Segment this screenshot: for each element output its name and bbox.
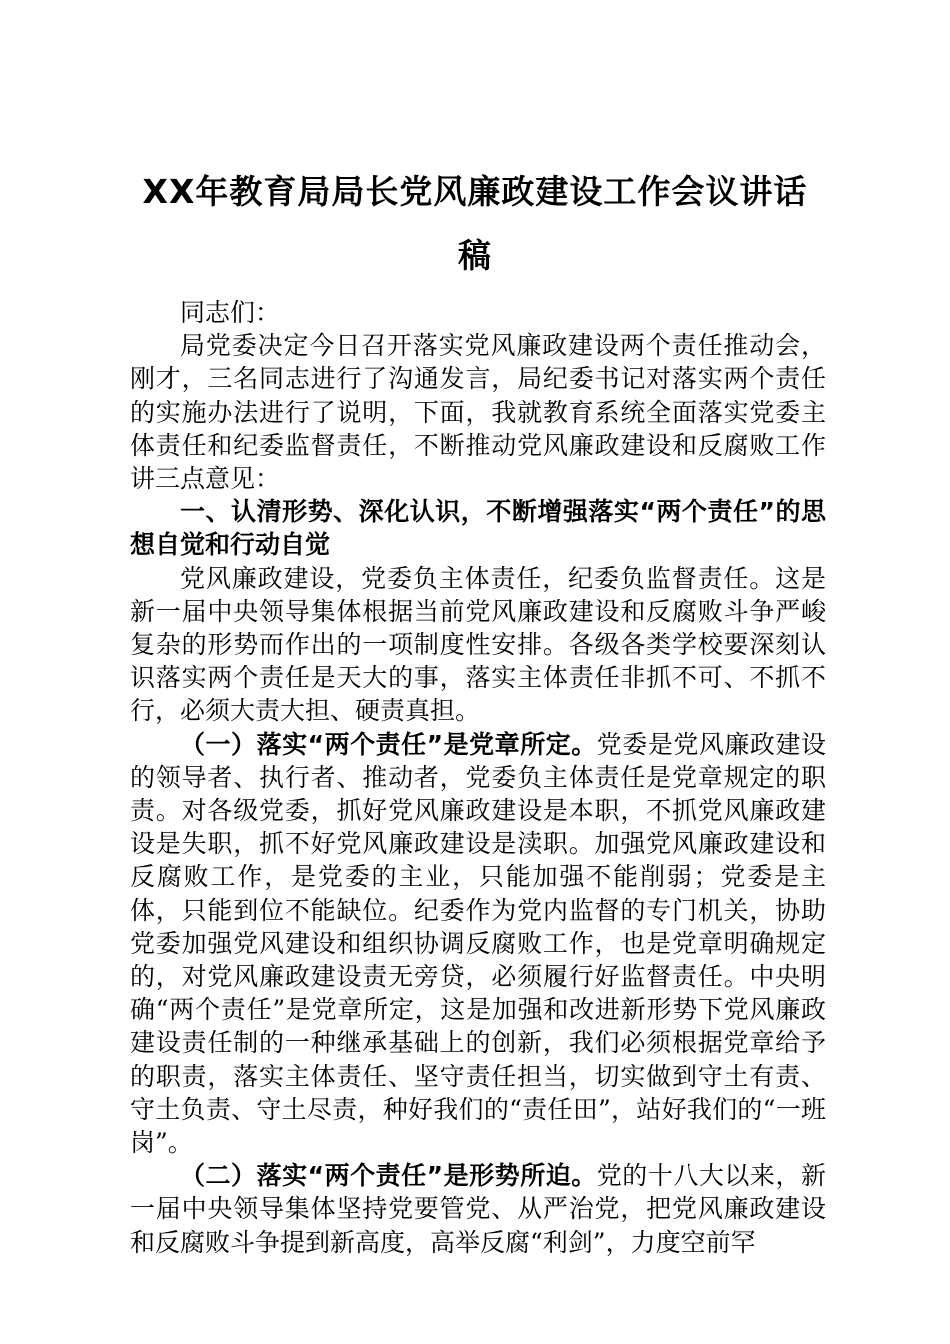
section-1-paragraph: 党风廉政建设，党委负主体责任，纪委负监督责任。这是新一届中央领导集体根据当前党风廉政建设和反腐败斗争严峻复杂的形势而作出的一项制度性安排。各级各类学校要深刻认识落实两个责任是天大的事，落实主体责任非抓不可、不抓不行，必须大责大担、硬责真担。 bbox=[130, 563, 826, 726]
item-2-lead: （二）落实“两个责任”是形势所迫。 bbox=[180, 1161, 597, 1191]
document-body bbox=[130, 296, 826, 1259]
item-1-lead: （一）落实“两个责任”是党章所定。 bbox=[180, 729, 597, 759]
document-title bbox=[120, 160, 830, 288]
item-1-paragraph bbox=[130, 728, 826, 1160]
section-1-heading: 一、认清形势、深化认识，不断增强落实“两个责任”的思想自觉和行动自觉 bbox=[130, 497, 826, 560]
title-line-1: XX年教育局局长党风廉政建设工作会议讲话 bbox=[142, 172, 808, 211]
item-2-paragraph bbox=[130, 1159, 826, 1259]
title-line-2: 稿 bbox=[458, 236, 492, 275]
item-1-text: 党委是党风廉政建设的领导者、执行者、推动者，党委负主体责任是党章规定的职责。对各级党委，抓好党风廉政建设是本职，不抓党风廉政建设是失职，抓不好党风廉政建设是渎职。加强党风廉政建设和反腐败工作，是党委的主业，只能加强不能削弱；党委是主体，只能到位不能缺位。纪委作为党内监督的专门机关，协助党委加强党风建设和组织协调反腐败工作，也是党章明确规定的，对党风廉政建设责无旁贷，必须履行好监督责任。中央明确“两个责任”是党章所定，这是加强和改进新形势下党风廉政建设责任制的一种继承基础上的创新，我们必须根据党章给予的职责，落实主体责任、坚守责任担当，切实做到守土有责、守土负责、守土尽责，种好我们的“责任田”，站好我们的“一班岗”。 bbox=[130, 729, 826, 1158]
intro-paragraph: 局党委决定今日召开落实党风廉政建设两个责任推动会，刚才，三名同志进行了沟通发言，局纪委书记对落实两个责任的实施办法进行了说明，下面，我就教育系统全面落实党委主体责任和纪委监督责任，不断推动党风廉政建设和反腐败工作讲三点意见： bbox=[130, 331, 826, 494]
salutation: 同志们： bbox=[180, 298, 281, 327]
item-2-text: 党的十八大以来，新一届中央领导集体坚持党要管党、从严治党，把党风廉政建设和反腐败斗争提到新高度，高举反腐“利剑”，力度空前罕 bbox=[130, 1161, 826, 1257]
